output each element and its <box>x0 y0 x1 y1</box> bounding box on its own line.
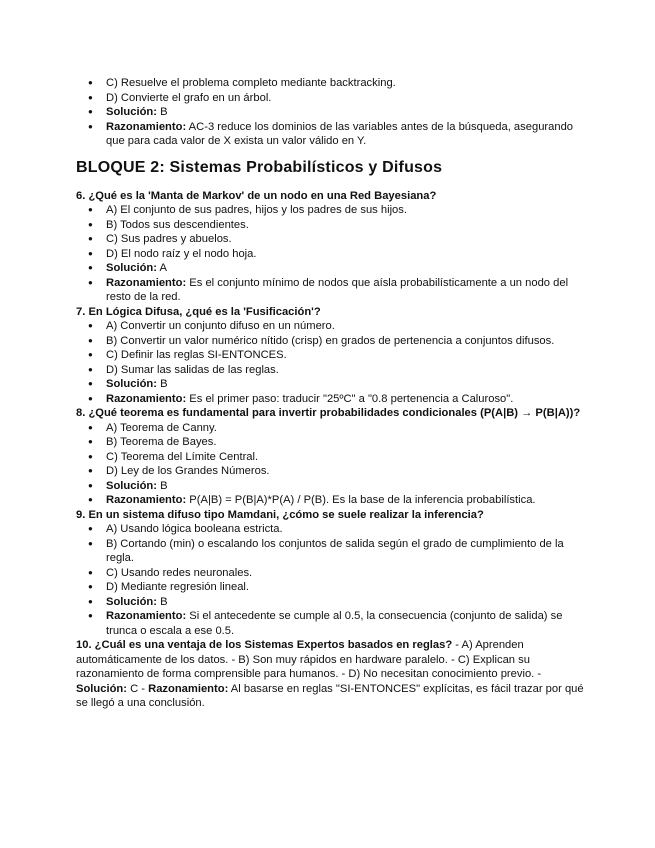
reasoning-item: ● Razonamiento: Es el conjunto mínimo de nodos que aísla probabilísticamente a un nodo del resto de la red. <box>0 276 583 305</box>
list-item: ● D) El nodo raíz y el nodo hoja. <box>0 247 583 262</box>
list-item: ● C) Resuelve el problema completo mediante backtracking. <box>0 76 583 91</box>
question-title: 6. ¿Qué es la 'Manta de Markov' de un nodo en una Red Bayesiana? <box>76 189 437 202</box>
list-item: ● D) Convierte el grafo en un árbol. <box>0 91 583 106</box>
question-options <box>0 203 655 305</box>
question-title: 7. En Lógica Difusa, ¿qué es la 'Fusificación'? <box>76 305 321 318</box>
list-item: ● C) Usando redes neuronales. <box>0 566 583 581</box>
section-heading: BLOQUE 2: Sistemas Probabilísticos y Difusos <box>76 158 443 176</box>
question-title: 8. ¿Qué teorema es fundamental para invertir probabilidades condicionales (P(A|B) → P(B|A))? <box>76 407 581 419</box>
reasoning-item: ● Razonamiento: P(A|B) = P(B|A)*P(A) / P(B). Es la base de la inferencia probabilística. <box>0 493 583 508</box>
list-item: ● D) Ley de los Grandes Números. <box>0 464 583 479</box>
list-item: ● C) Definir las reglas SI-ENTONCES. <box>0 348 583 363</box>
solution-item: ● Solución: B <box>0 105 583 120</box>
reasoning-item: ● Razonamiento: AC-3 reduce los dominios de las variables antes de la búsqueda, asegurando que para cada valor de X exista un valor válido en Y. <box>0 120 583 149</box>
question-options <box>0 421 655 508</box>
list-item: ● B) Teorema de Bayes. <box>0 435 583 450</box>
reasoning-item: ● Razonamiento: Si el antecedente se cumple al 0.5, la consecuencia (conjunto de salida) se trunca o escala a ese 0.5. <box>0 609 583 638</box>
solution-item: ● Solución: B <box>0 479 583 494</box>
question-title: 9. En un sistema difuso tipo Mamdani, ¿cómo se suele realizar la inferencia? <box>76 508 484 521</box>
prev-question-items <box>0 76 655 149</box>
list-item: ● B) Todos sus descendientes. <box>0 218 583 233</box>
reasoning-item: ● Razonamiento: Es el primer paso: traducir "25ºC" a "0.8 pertenencia a Caluroso". <box>0 392 583 407</box>
list-item: ● C) Sus padres y abuelos. <box>0 232 583 247</box>
question-options <box>0 522 655 638</box>
list-item: ● C) Teorema del Límite Central. <box>0 450 583 465</box>
list-item: ● A) Usando lógica booleana estricta. <box>0 522 583 537</box>
list-item: ● B) Convertir un valor numérico nítido (crisp) en grados de pertenencia a conjuntos difusos. <box>0 334 583 349</box>
question-10-paragraph: 10. ¿Cuál es una ventaja de los Sistemas Expertos basados en reglas? - A) Aprenden automáticamente de los datos. - B) Son muy rápidos en hardware paralelo. - C) Explican su razonamiento de forma comprensible para humanos. - D) No necesitan conocimiento previo. - Solución: C - Razonamiento: Al basarse en reglas "SI-ENTONCES" explícitas, es fácil trazar por qué se llegó a una conclusión. <box>76 639 584 709</box>
list-item: ● A) El conjunto de sus padres, hijos y los padres de sus hijos. <box>0 203 583 218</box>
solution-item: ● Solución: B <box>0 595 583 610</box>
list-item: ● D) Sumar las salidas de las reglas. <box>0 363 583 378</box>
top-margin <box>0 0 655 76</box>
list-item: ● B) Cortando (min) o escalando los conjuntos de salida según el grado de cumplimiento de la regla. <box>0 537 583 566</box>
list-item: ● A) Convertir un conjunto difuso en un número. <box>0 319 583 334</box>
solution-item: ● Solución: A <box>0 261 583 276</box>
question-options <box>0 319 655 406</box>
list-item: ● D) Mediante regresión lineal. <box>0 580 583 595</box>
list-item: ● A) Teorema de Canny. <box>0 421 583 436</box>
solution-item: ● Solución: B <box>0 377 583 392</box>
